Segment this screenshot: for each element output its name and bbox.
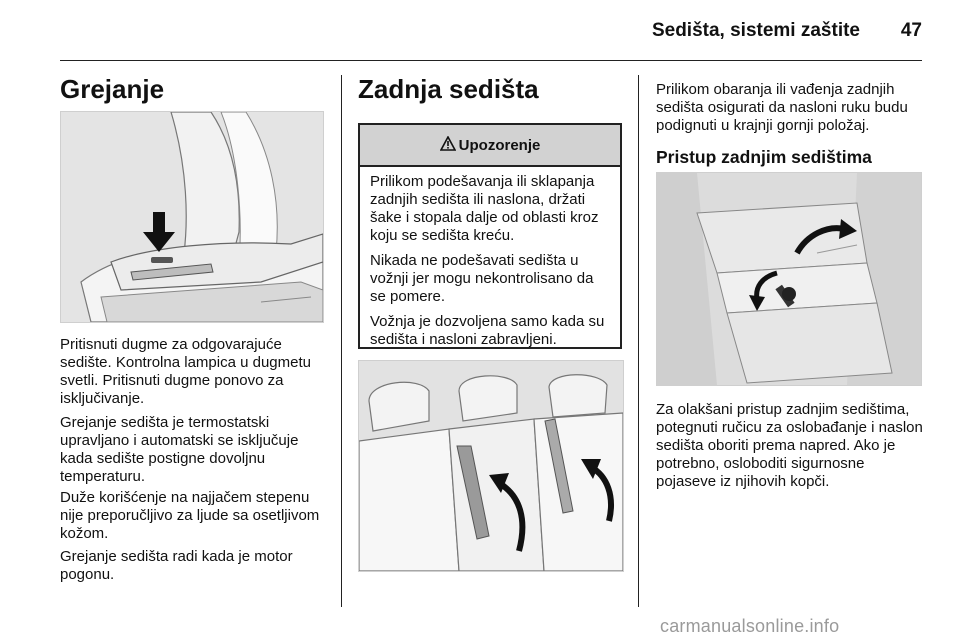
warning-paragraph-3: Vožnja je dozvoljena samo kada su sedišta i nasloni zabravljeni. <box>370 313 605 348</box>
figure-rear-seats <box>358 360 624 572</box>
section-heading-grejanje: Grejanje <box>60 74 165 104</box>
warning-box <box>358 123 622 349</box>
paragraph-heating-2: Grejanje sedišta je termostatski upravljano i automatski se isključuje kada sedište postigne dovoljnu temperaturu. <box>60 414 299 485</box>
paragraph-seat-access: Za olakšani pristup zadnjim sedištima, potegnuti ručicu za oslobađanje i naslon sedišta oboriti prema napred. Ako je potrebno, osloboditi sigurnosne pojaseve iz njihovih kopči. <box>656 401 923 490</box>
paragraph-heating-4: Grejanje sedišta radi kada je motor pogonu. <box>60 548 293 583</box>
paragraph-armrest-note: Prilikom obaranja ili vađenja zadnjih sedišta osigurati da nasloni ruku budu podignuti u krajnji gornji položaj. <box>656 81 908 134</box>
figure-seat-access <box>656 172 922 386</box>
page-number: 47 <box>900 20 922 41</box>
figure-seat-heating <box>60 111 324 323</box>
subheading-pristup: Pristup zadnjim sedištima <box>656 147 872 167</box>
running-header-title: Sedišta, sistemi zaštite <box>651 20 860 41</box>
paragraph-heating-3: Duže korišćenje na najjačem stepenu nije preporučljivo za ljude sa osetljivom kožom. <box>60 489 320 542</box>
warning-title: Upozorenje <box>458 136 541 154</box>
section-heading-zadnja-sedista: Zadnja sedišta <box>358 74 539 104</box>
paragraph-heating-1: Pritisnuti dugme za odgovarajuće sedište. Kontrolna lampica u dugmetu svetli. Pritisnuti dugme ponovo za isključivanje. <box>60 336 311 407</box>
column-divider-2 <box>638 75 639 607</box>
warning-paragraph-2: Nikada ne podešavati sedišta u vožnji jer mogu nekontrolisano da se pomere. <box>370 252 594 305</box>
warning-triangle-icon <box>440 136 456 155</box>
warning-header <box>360 125 620 167</box>
header-rule <box>60 60 922 61</box>
warning-paragraph-1: Prilikom podešavanja ili sklapanja zadnjih sedišta ili naslona, držati šake i stopala dalje od oblasti kroz koju se sedišta kreću. <box>370 173 599 244</box>
watermark: carmanualsonline.info <box>660 616 840 636</box>
column-divider-1 <box>341 75 342 607</box>
